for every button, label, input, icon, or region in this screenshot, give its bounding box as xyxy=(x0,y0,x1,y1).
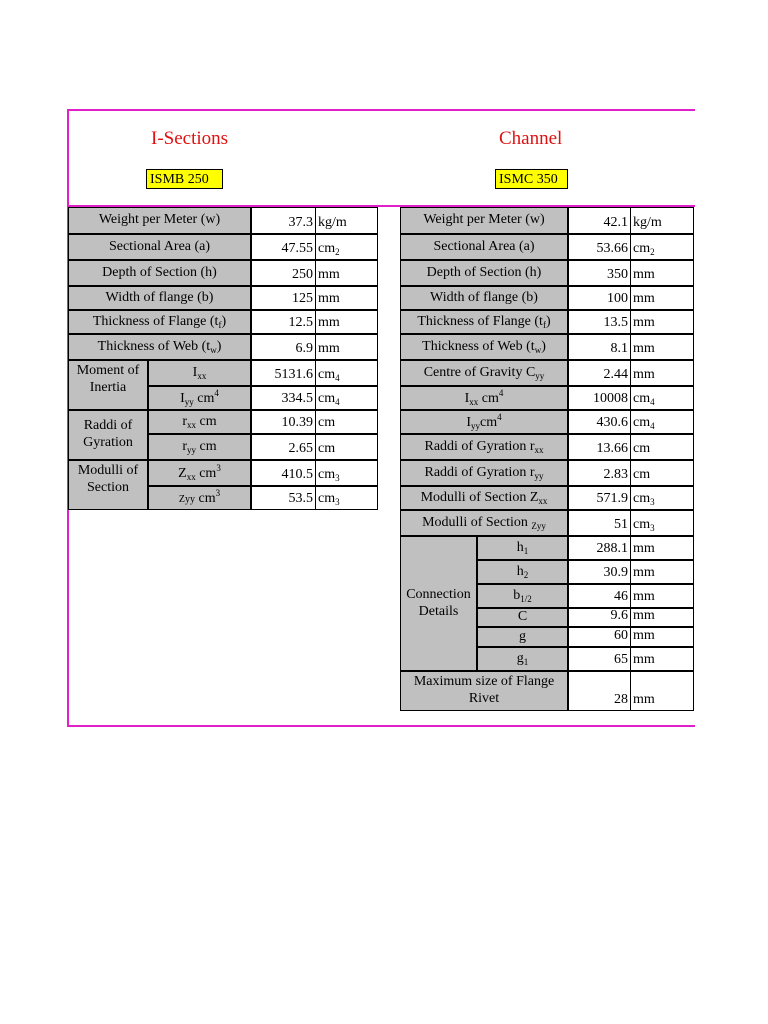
i-section-designation[interactable]: ISMB 250 xyxy=(146,169,223,189)
ch-rivet-label: Maximum size of Flange Rivet xyxy=(400,671,568,711)
ch-h1-unit: mm xyxy=(631,536,694,560)
is-area-unit: cm $_2$ xyxy=(316,234,378,260)
ch-weight-unit: kg/m xyxy=(631,207,694,234)
is-web-thickness-label: Thickness of Web $(t_w)$ xyxy=(68,334,251,360)
ch-ixx-unit: cm $_4$ xyxy=(631,386,694,410)
is-web-thickness-unit: mm xyxy=(316,334,378,360)
ch-ixx-value[interactable]: 10008 xyxy=(568,386,631,410)
ch-zxx-label: Modulli of Section $Z_{xx}$ xyxy=(400,486,568,510)
is-weight-label: Weight per Meter (w) xyxy=(68,207,251,234)
ch-rivet-value[interactable]: 28 xyxy=(568,671,631,711)
is-ixx-value[interactable]: 5131.6 xyxy=(251,360,316,386)
ch-b12-value[interactable]: 46 xyxy=(568,584,631,608)
is-width-label: Width of flange (b) xyxy=(68,286,251,310)
is-ryy-value[interactable]: 2.65 xyxy=(251,434,316,460)
ch-ryy-label: Raddi of Gyration $r_{yy}$ xyxy=(400,460,568,486)
ch-depth-label: Depth of Section (h) xyxy=(400,260,568,286)
ch-c-unit: mm xyxy=(631,608,694,627)
ch-depth-value[interactable]: 350 xyxy=(568,260,631,286)
ch-c-value[interactable]: 9.6 xyxy=(568,608,631,627)
is-flange-thickness-label: Thickness of Flange $(t_f)$ xyxy=(68,310,251,334)
is-rxx-value[interactable]: 10.39 xyxy=(251,410,316,434)
ch-g-label: g xyxy=(477,627,568,647)
ch-zxx-unit: cm $_3$ xyxy=(631,486,694,510)
ch-flange-thickness-value[interactable]: 13.5 xyxy=(568,310,631,334)
is-weight-unit: kg/m xyxy=(316,207,378,234)
is-iyy-value[interactable]: 334.5 xyxy=(251,386,316,410)
is-width-unit: mm xyxy=(316,286,378,310)
ch-ryy-unit: cm xyxy=(631,460,694,486)
is-area-label: Sectional Area (a) xyxy=(68,234,251,260)
is-zxx-unit: cm $_3$ xyxy=(316,460,378,486)
ch-connection-group-label: Connection Details xyxy=(400,536,477,671)
i-section-title: I-Sections xyxy=(151,128,229,149)
ch-g1-unit: mm xyxy=(631,647,694,671)
ch-h2-label: $h_2$ xyxy=(477,560,568,584)
ch-h2-unit: mm xyxy=(631,560,694,584)
ch-width-value[interactable]: 100 xyxy=(568,286,631,310)
ch-iyy-unit: cm $_4$ xyxy=(631,410,694,434)
ch-rxx-unit: cm xyxy=(631,434,694,460)
ch-cg-value[interactable]: 2.44 xyxy=(568,360,631,386)
ch-area-label: Sectional Area (a) xyxy=(400,234,568,260)
is-ryy-label: $r_{yy}$ cm xyxy=(148,434,251,460)
is-flange-thickness-value[interactable]: 12.5 xyxy=(251,310,316,334)
is-web-thickness-value[interactable]: 6.9 xyxy=(251,334,316,360)
is-ryy-unit: cm xyxy=(316,434,378,460)
ch-b12-label: $b_{1/2}$ xyxy=(477,584,568,608)
ch-ixx-label: $I_{xx}$ $cm^4$ xyxy=(400,386,568,410)
ch-rxx-label: Raddi of Gyration $r_{xx}$ xyxy=(400,434,568,460)
ch-flange-thickness-unit: mm xyxy=(631,310,694,334)
is-zyy-value[interactable]: 53.5 xyxy=(251,486,316,510)
is-rxx-unit: cm xyxy=(316,410,378,434)
ch-web-thickness-value[interactable]: 8.1 xyxy=(568,334,631,360)
is-gyration-group-label: Raddi of Gyration xyxy=(68,410,148,460)
is-weight-value[interactable]: 37.3 xyxy=(251,207,316,234)
ch-cg-label: Centre of Gravity $C_{yy}$ xyxy=(400,360,568,386)
channel-title: Channel xyxy=(499,128,563,149)
ch-rivet-unit: mm xyxy=(631,671,694,711)
frame-top-line xyxy=(67,109,695,111)
ch-c-label: C xyxy=(477,608,568,627)
is-depth-value[interactable]: 250 xyxy=(251,260,316,286)
is-zyy-unit: cm $_3$ xyxy=(316,486,378,510)
ch-flange-thickness-label: Thickness of Flange $(t_f)$ xyxy=(400,310,568,334)
is-zxx-label: $Z_{xx}$ $cm^3$ xyxy=(148,460,251,486)
ch-ryy-value[interactable]: 2.83 xyxy=(568,460,631,486)
ch-zxx-value[interactable]: 571.9 xyxy=(568,486,631,510)
is-ixx-unit: cm $_4$ xyxy=(316,360,378,386)
ch-web-thickness-label: Thickness of Web $(t_w)$ xyxy=(400,334,568,360)
ch-zyy-unit: cm $_3$ xyxy=(631,510,694,536)
ch-zyy-label: Modulli of Section $_{Zyy}$ xyxy=(400,510,568,536)
ch-web-thickness-unit: mm xyxy=(631,334,694,360)
ch-g-unit: mm xyxy=(631,627,694,647)
is-rxx-label: $r_{xx}$ cm xyxy=(148,410,251,434)
channel-designation[interactable]: ISMC 350 xyxy=(495,169,568,189)
ch-h1-label: $h_1$ xyxy=(477,536,568,560)
is-moi-group-label: Moment of Inertia xyxy=(68,360,148,410)
ch-width-label: Width of flange (b) xyxy=(400,286,568,310)
ch-g1-label: $g_1$ xyxy=(477,647,568,671)
ch-iyy-value[interactable]: 430.6 xyxy=(568,410,631,434)
ch-h2-value[interactable]: 30.9 xyxy=(568,560,631,584)
ch-cg-unit: mm xyxy=(631,360,694,386)
frame-bottom-line xyxy=(67,725,695,727)
ch-iyy-label: $I_{yy}cm^4$ xyxy=(400,410,568,434)
is-zyy-label: Zyy $cm^3$ xyxy=(148,486,251,510)
ch-h1-value[interactable]: 288.1 xyxy=(568,536,631,560)
is-flange-thickness-unit: mm xyxy=(316,310,378,334)
ch-b12-unit: mm xyxy=(631,584,694,608)
is-ixx-label: $I_{xx}$ xyxy=(148,360,251,386)
is-iyy-label: $I_{yy}$ $cm^4$ xyxy=(148,386,251,410)
is-zxx-value[interactable]: 410.5 xyxy=(251,460,316,486)
is-depth-unit: mm xyxy=(316,260,378,286)
ch-g1-value[interactable]: 65 xyxy=(568,647,631,671)
is-area-value[interactable]: 47.55 xyxy=(251,234,316,260)
ch-weight-value[interactable]: 42.1 xyxy=(568,207,631,234)
ch-g-value[interactable]: 60 xyxy=(568,627,631,647)
ch-area-unit: cm $_2$ xyxy=(631,234,694,260)
ch-zyy-value[interactable]: 51 xyxy=(568,510,631,536)
is-modulli-group-label: Modulli of Section xyxy=(68,460,148,510)
ch-area-value[interactable]: 53.66 xyxy=(568,234,631,260)
is-depth-label: Depth of Section (h) xyxy=(68,260,251,286)
ch-weight-label: Weight per Meter (w) xyxy=(400,207,568,234)
ch-rxx-value[interactable]: 13.66 xyxy=(568,434,631,460)
is-iyy-unit: cm $_4$ xyxy=(316,386,378,410)
is-width-value[interactable]: 125 xyxy=(251,286,316,310)
ch-depth-unit: mm xyxy=(631,260,694,286)
ch-width-unit: mm xyxy=(631,286,694,310)
